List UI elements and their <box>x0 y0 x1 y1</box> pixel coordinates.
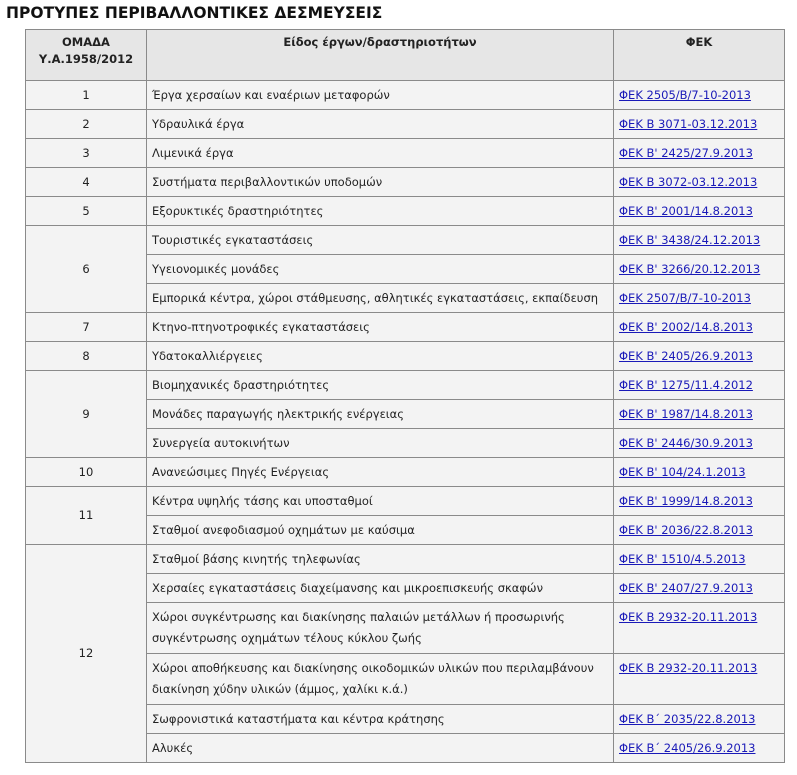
fek-link[interactable]: ΦΕΚ Β' 2407/27.9.2013 <box>619 580 753 595</box>
fek-link[interactable]: ΦΕΚ Β 3071-03.12.2013 <box>619 116 758 131</box>
fek-cell <box>614 574 785 603</box>
fek-link[interactable]: ΦΕΚ Β' 2446/30.9.2013 <box>619 435 753 450</box>
fek-cell <box>614 371 785 400</box>
table-row <box>26 81 785 110</box>
group-number: 8 <box>26 342 147 371</box>
fek-link[interactable]: ΦΕΚ Β' 1510/4.5.2013 <box>619 551 746 566</box>
group-number: 10 <box>26 458 147 487</box>
table-row <box>26 458 785 487</box>
header-group-line2: Υ.Α.1958/2012 <box>38 52 134 66</box>
header-group-line1: ΟΜΑΔΑ <box>62 35 110 49</box>
fek-cell <box>614 110 785 139</box>
fek-link[interactable]: ΦΕΚ Β' 2405/26.9.2013 <box>619 348 753 363</box>
fek-cell <box>614 255 785 284</box>
table-row <box>26 110 785 139</box>
group-number: 6 <box>26 226 147 313</box>
fek-link[interactable]: ΦΕΚ Β' 1999/14.8.2013 <box>619 493 753 508</box>
table-body <box>26 81 785 763</box>
fek-cell <box>614 516 785 545</box>
fek-link[interactable]: ΦΕΚ Β' 3438/24.12.2013 <box>619 232 761 247</box>
fek-link[interactable]: ΦΕΚ Β' 3266/20.12.2013 <box>619 261 761 276</box>
group-number: 5 <box>26 197 147 226</box>
project-type: Σωφρονιστικά καταστήματα και κέντρα κράτησης <box>147 705 614 734</box>
header-type: Είδος έργων/δραστηριοτήτων <box>147 30 614 81</box>
group-number: 2 <box>26 110 147 139</box>
fek-cell <box>614 545 785 574</box>
project-type: Ανανεώσιμες Πηγές Ενέργειας <box>147 458 614 487</box>
header-fek: ΦΕΚ <box>614 30 785 81</box>
group-number: 9 <box>26 371 147 458</box>
fek-cell <box>614 603 785 654</box>
page-title: ΠΡΟΤΥΠΕΣ ΠΕΡΙΒΑΛΛΟΝΤΙΚΕΣ ΔΕΣΜΕΥΣΕΙΣ <box>6 4 383 22</box>
fek-link[interactable]: ΦΕΚ Β' 2425/27.9.2013 <box>619 145 753 160</box>
table-row <box>26 487 785 516</box>
project-type: Χώροι αποθήκευσης και διακίνησης οικοδομικών υλικών που περιλαμβάνουν διακίνηση χύδην υλικών (άμμος, χαλίκι κ.ά.) <box>147 654 614 705</box>
group-number: 1 <box>26 81 147 110</box>
fek-link[interactable]: ΦΕΚ Β 2932-20.11.2013 <box>619 610 758 624</box>
project-type: Χερσαίες εγκαταστάσεις διαχείμανσης και μικροεπισκευής σκαφών <box>147 574 614 603</box>
fek-cell <box>614 313 785 342</box>
project-type: Εμπορικά κέντρα, χώροι στάθμευσης, αθλητικές εγκαταστάσεις, εκπαίδευση <box>147 284 614 313</box>
fek-link[interactable]: ΦΕΚ Β' 2002/14.8.2013 <box>619 319 753 334</box>
project-type: Εξορυκτικές δραστηριότητες <box>147 197 614 226</box>
fek-link[interactable]: ΦΕΚ Β΄ 2405/26.9.2013 <box>619 740 756 755</box>
table-row <box>26 197 785 226</box>
fek-cell <box>614 705 785 734</box>
group-number: 12 <box>26 545 147 763</box>
fek-link[interactable]: ΦΕΚ 2505/Β/7-10-2013 <box>619 87 751 102</box>
group-number: 11 <box>26 487 147 545</box>
fek-link[interactable]: ΦΕΚ Β' 1987/14.8.2013 <box>619 406 753 421</box>
project-type: Υδατοκαλλιέργειες <box>147 342 614 371</box>
fek-cell <box>614 284 785 313</box>
fek-cell <box>614 429 785 458</box>
project-type: Σταθμοί βάσης κινητής τηλεφωνίας <box>147 545 614 574</box>
project-type: Χώροι συγκέντρωσης και διακίνησης παλαιών μετάλλων ή προσωρινής συγκέντρωσης οχημάτων τέλους κύκλου ζωής <box>147 603 614 654</box>
group-number: 4 <box>26 168 147 197</box>
table-row <box>26 139 785 168</box>
project-type: Έργα χερσαίων και εναέριων μεταφορών <box>147 81 614 110</box>
table-row <box>26 342 785 371</box>
group-number: 7 <box>26 313 147 342</box>
project-type: Υγειονομικές μονάδες <box>147 255 614 284</box>
fek-cell <box>614 197 785 226</box>
fek-cell <box>614 654 785 705</box>
fek-cell <box>614 168 785 197</box>
table-row <box>26 545 785 574</box>
table-row <box>26 226 785 255</box>
project-type: Κέντρα υψηλής τάσης και υποσταθμοί <box>147 487 614 516</box>
fek-link[interactable]: ΦΕΚ 2507/Β/7-10-2013 <box>619 290 751 305</box>
fek-link[interactable]: ΦΕΚ Β 2932-20.11.2013 <box>619 661 758 675</box>
table-header-row <box>26 30 785 81</box>
project-type: Μονάδες παραγωγής ηλεκτρικής ενέργειας <box>147 400 614 429</box>
project-type: Κτηνο-πτηνοτροφικές εγκαταστάσεις <box>147 313 614 342</box>
fek-link[interactable]: ΦΕΚ Β' 1275/11.4.2012 <box>619 377 753 392</box>
project-type: Αλυκές <box>147 734 614 763</box>
project-type: Συστήματα περιβαλλοντικών υποδομών <box>147 168 614 197</box>
fek-cell <box>614 81 785 110</box>
fek-cell <box>614 342 785 371</box>
fek-link[interactable]: ΦΕΚ Β 3072-03.12.2013 <box>619 174 758 189</box>
table-row <box>26 371 785 400</box>
fek-cell <box>614 400 785 429</box>
fek-cell <box>614 487 785 516</box>
fek-link[interactable]: ΦΕΚ Β΄ 2035/22.8.2013 <box>619 711 756 726</box>
project-type: Υδραυλικά έργα <box>147 110 614 139</box>
fek-link[interactable]: ΦΕΚ Β' 104/24.1.2013 <box>619 464 746 479</box>
fek-cell <box>614 458 785 487</box>
fek-cell <box>614 734 785 763</box>
group-number: 3 <box>26 139 147 168</box>
table-row <box>26 168 785 197</box>
project-type: Βιομηχανικές δραστηριότητες <box>147 371 614 400</box>
fek-cell <box>614 226 785 255</box>
standards-table <box>25 29 785 763</box>
header-group <box>26 30 147 81</box>
project-type: Σταθμοί ανεφοδιασμού οχημάτων με καύσιμα <box>147 516 614 545</box>
project-type: Λιμενικά έργα <box>147 139 614 168</box>
fek-cell <box>614 139 785 168</box>
fek-link[interactable]: ΦΕΚ Β' 2001/14.8.2013 <box>619 203 753 218</box>
project-type: Συνεργεία αυτοκινήτων <box>147 429 614 458</box>
project-type: Τουριστικές εγκαταστάσεις <box>147 226 614 255</box>
table-row <box>26 313 785 342</box>
fek-link[interactable]: ΦΕΚ Β' 2036/22.8.2013 <box>619 522 753 537</box>
